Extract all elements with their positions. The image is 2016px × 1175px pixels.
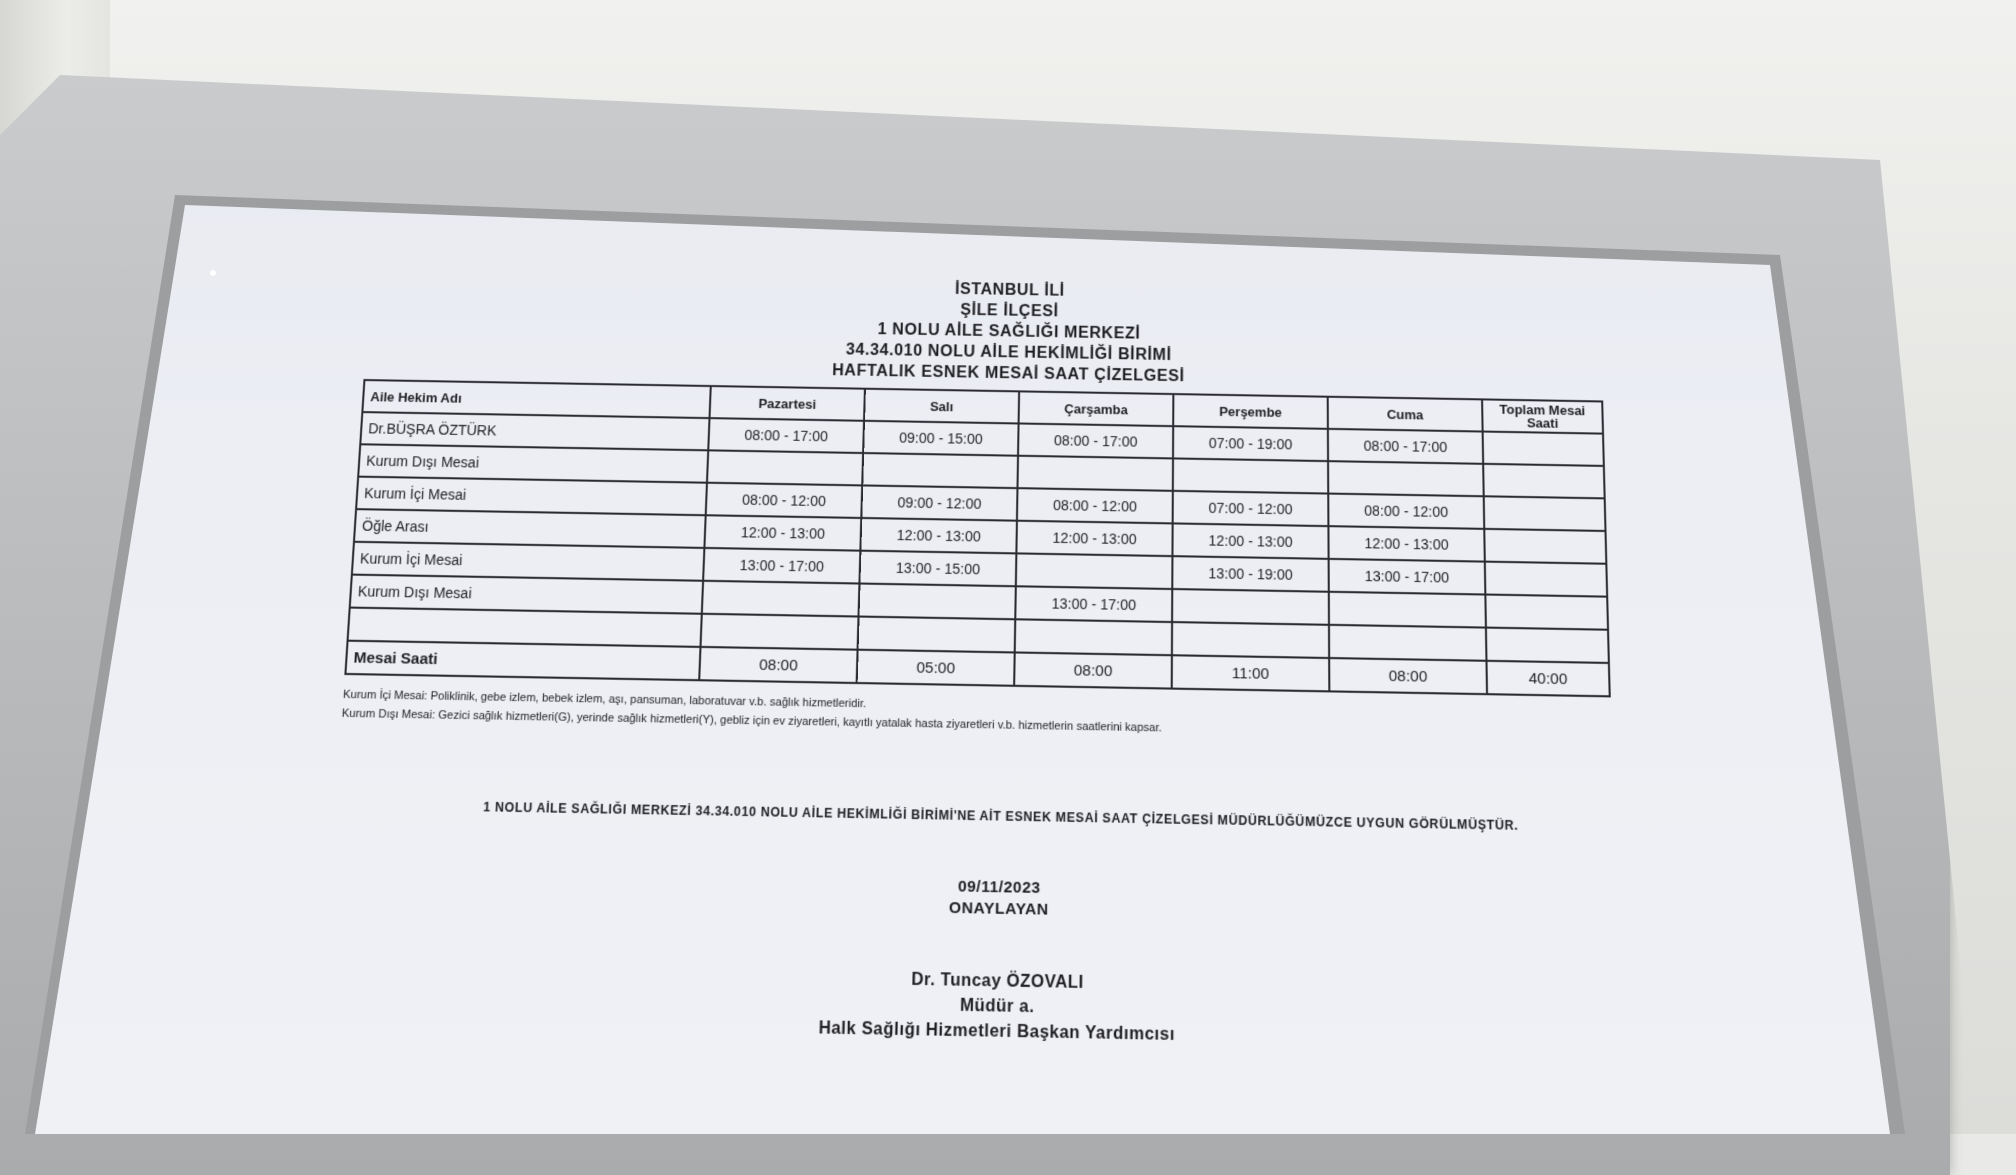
time-cell: 08:00 - 17:00: [1018, 423, 1173, 458]
signer-position: Halk Sağlığı Hizmetleri Başkan Yardımcısı: [818, 1019, 1175, 1045]
header-line: HAFTALIK ESNEK MESAİ SAAT ÇİZELGESİ: [831, 362, 1185, 386]
footnote: Kurum Dışı Mesai: Gezici sağlık hizmetleri(G), yerinde sağlık hizmetleri(Y), gebliz için ev ziyaretleri, kayıtlı yatalak hasta ziyaretleri v.b. hizmetlerin saatlerini kapsar.: [341, 707, 1162, 735]
header-line: 34.34.010 NOLU AİLE HEKİMLİĞİ BİRİMİ: [845, 341, 1172, 365]
time-cell: [1483, 464, 1605, 499]
time-cell: 07:00 - 19:00: [1173, 426, 1328, 461]
time-cell: [1485, 562, 1607, 597]
time-cell: [1328, 461, 1484, 496]
light-reflection: [210, 270, 216, 276]
column-header: Çarşamba: [1019, 391, 1174, 426]
time-cell: [1484, 496, 1606, 531]
time-cell: 12:00 - 13:00: [704, 515, 861, 550]
time-cell: 08:00: [699, 647, 857, 683]
approver-title: ONAYLAYAN: [948, 898, 1049, 919]
time-cell: [707, 450, 863, 485]
time-cell: 12:00 - 13:00: [860, 518, 1017, 553]
time-cell: [1483, 432, 1604, 466]
column-header: Salı: [864, 389, 1019, 424]
time-cell: 08:00 - 12:00: [1328, 494, 1484, 529]
time-cell: [700, 614, 858, 650]
header-line: İSTANBUL İLİ: [954, 281, 1065, 300]
time-cell: 05:00: [857, 650, 1015, 686]
row-label: Kurum Dışı Mesai: [358, 444, 708, 482]
time-cell: [858, 617, 1016, 653]
time-cell: 12:00 - 13:00: [1328, 526, 1484, 561]
row-label: Öğle Arası: [354, 509, 706, 548]
time-cell: [1016, 553, 1173, 589]
signer-name: Dr. Tuncay ÖZOVALI: [911, 970, 1084, 993]
time-cell: [1015, 619, 1172, 655]
date-block: [319, 865, 1680, 932]
time-cell: 09:00 - 15:00: [863, 421, 1018, 456]
column-header: Cuma: [1328, 397, 1483, 432]
time-cell: [1485, 595, 1608, 630]
approval-statement: 1 NOLU AİLE SAĞLIĞI MERKEZİ 34.34.010 NOLU AİLE HEKİMLİĞİ BİRİMİ'NE AİT ESNEK MESAİ SAAT ÇİZELGESİ MÜDÜRLÜĞÜMÜZCE UYGUN GÖRÜLMÜŞTÜR.: [482, 799, 1519, 834]
schedule-table: [344, 379, 1610, 697]
header-line: 1 NOLU AİLE SAĞLIĞI MERKEZİ: [877, 321, 1141, 343]
row-label: Mesai Saati: [345, 641, 700, 681]
time-cell: [1484, 529, 1606, 564]
signature-block: [311, 957, 1684, 1057]
time-cell: [1173, 458, 1328, 493]
approval-date: 09/11/2023: [957, 877, 1041, 898]
time-cell: 08:00 - 12:00: [1017, 488, 1173, 523]
time-cell: 12:00 - 13:00: [1016, 521, 1172, 556]
time-cell: [1017, 456, 1173, 491]
header-line: ŞİLE İLÇESİ: [960, 301, 1059, 321]
time-cell: 09:00 - 12:00: [861, 485, 1017, 520]
document-header: [354, 269, 1664, 396]
time-cell: 13:00 - 17:00: [703, 548, 860, 584]
time-cell: 13:00 - 17:00: [1329, 559, 1486, 595]
time-cell: 08:00: [1014, 652, 1172, 688]
time-cell: 08:00 - 12:00: [706, 483, 863, 518]
column-header: Toplam Mesai Saati: [1482, 399, 1603, 433]
row-label: Kurum İçi Mesai: [352, 542, 705, 581]
row-label: Dr.BÜŞRA ÖZTÜRK: [360, 412, 709, 450]
time-cell: [1172, 622, 1329, 658]
time-cell: 13:00 - 17:00: [1015, 586, 1172, 622]
footnote: Kurum İçi Mesai: Poliklinik, gebe izlem, bebek izlem, aşı, pansuman, laboratuvar v.b. sağlık hizmetleridir.: [342, 688, 867, 711]
time-cell: 12:00 - 13:00: [1172, 523, 1328, 558]
time-cell: [702, 581, 860, 617]
time-cell: 11:00: [1172, 655, 1330, 691]
time-cell: 08:00 - 17:00: [708, 418, 864, 453]
time-cell: [862, 453, 1018, 488]
column-header: Aile Hekim Adı: [362, 380, 710, 418]
time-cell: 07:00 - 12:00: [1173, 491, 1329, 526]
time-cell: [1329, 592, 1486, 628]
schedule-document: [306, 269, 1686, 1129]
time-cell: 40:00: [1486, 661, 1609, 697]
time-cell: [1172, 589, 1329, 625]
time-cell: [859, 584, 1016, 620]
time-cell: 08:00 - 17:00: [1328, 429, 1483, 464]
row-label: Kurum İçi Mesai: [356, 477, 707, 516]
time-cell: [1329, 625, 1487, 661]
time-cell: [1486, 628, 1609, 663]
time-cell: 13:00 - 19:00: [1172, 556, 1329, 592]
column-header: Pazartesi: [710, 386, 865, 421]
time-cell: 08:00: [1329, 658, 1487, 694]
time-cell: 13:00 - 15:00: [859, 551, 1016, 587]
signer-role: Müdür a.: [959, 996, 1035, 1017]
row-label: Kurum Dışı Mesai: [350, 575, 703, 614]
column-header: Perşembe: [1173, 394, 1328, 429]
